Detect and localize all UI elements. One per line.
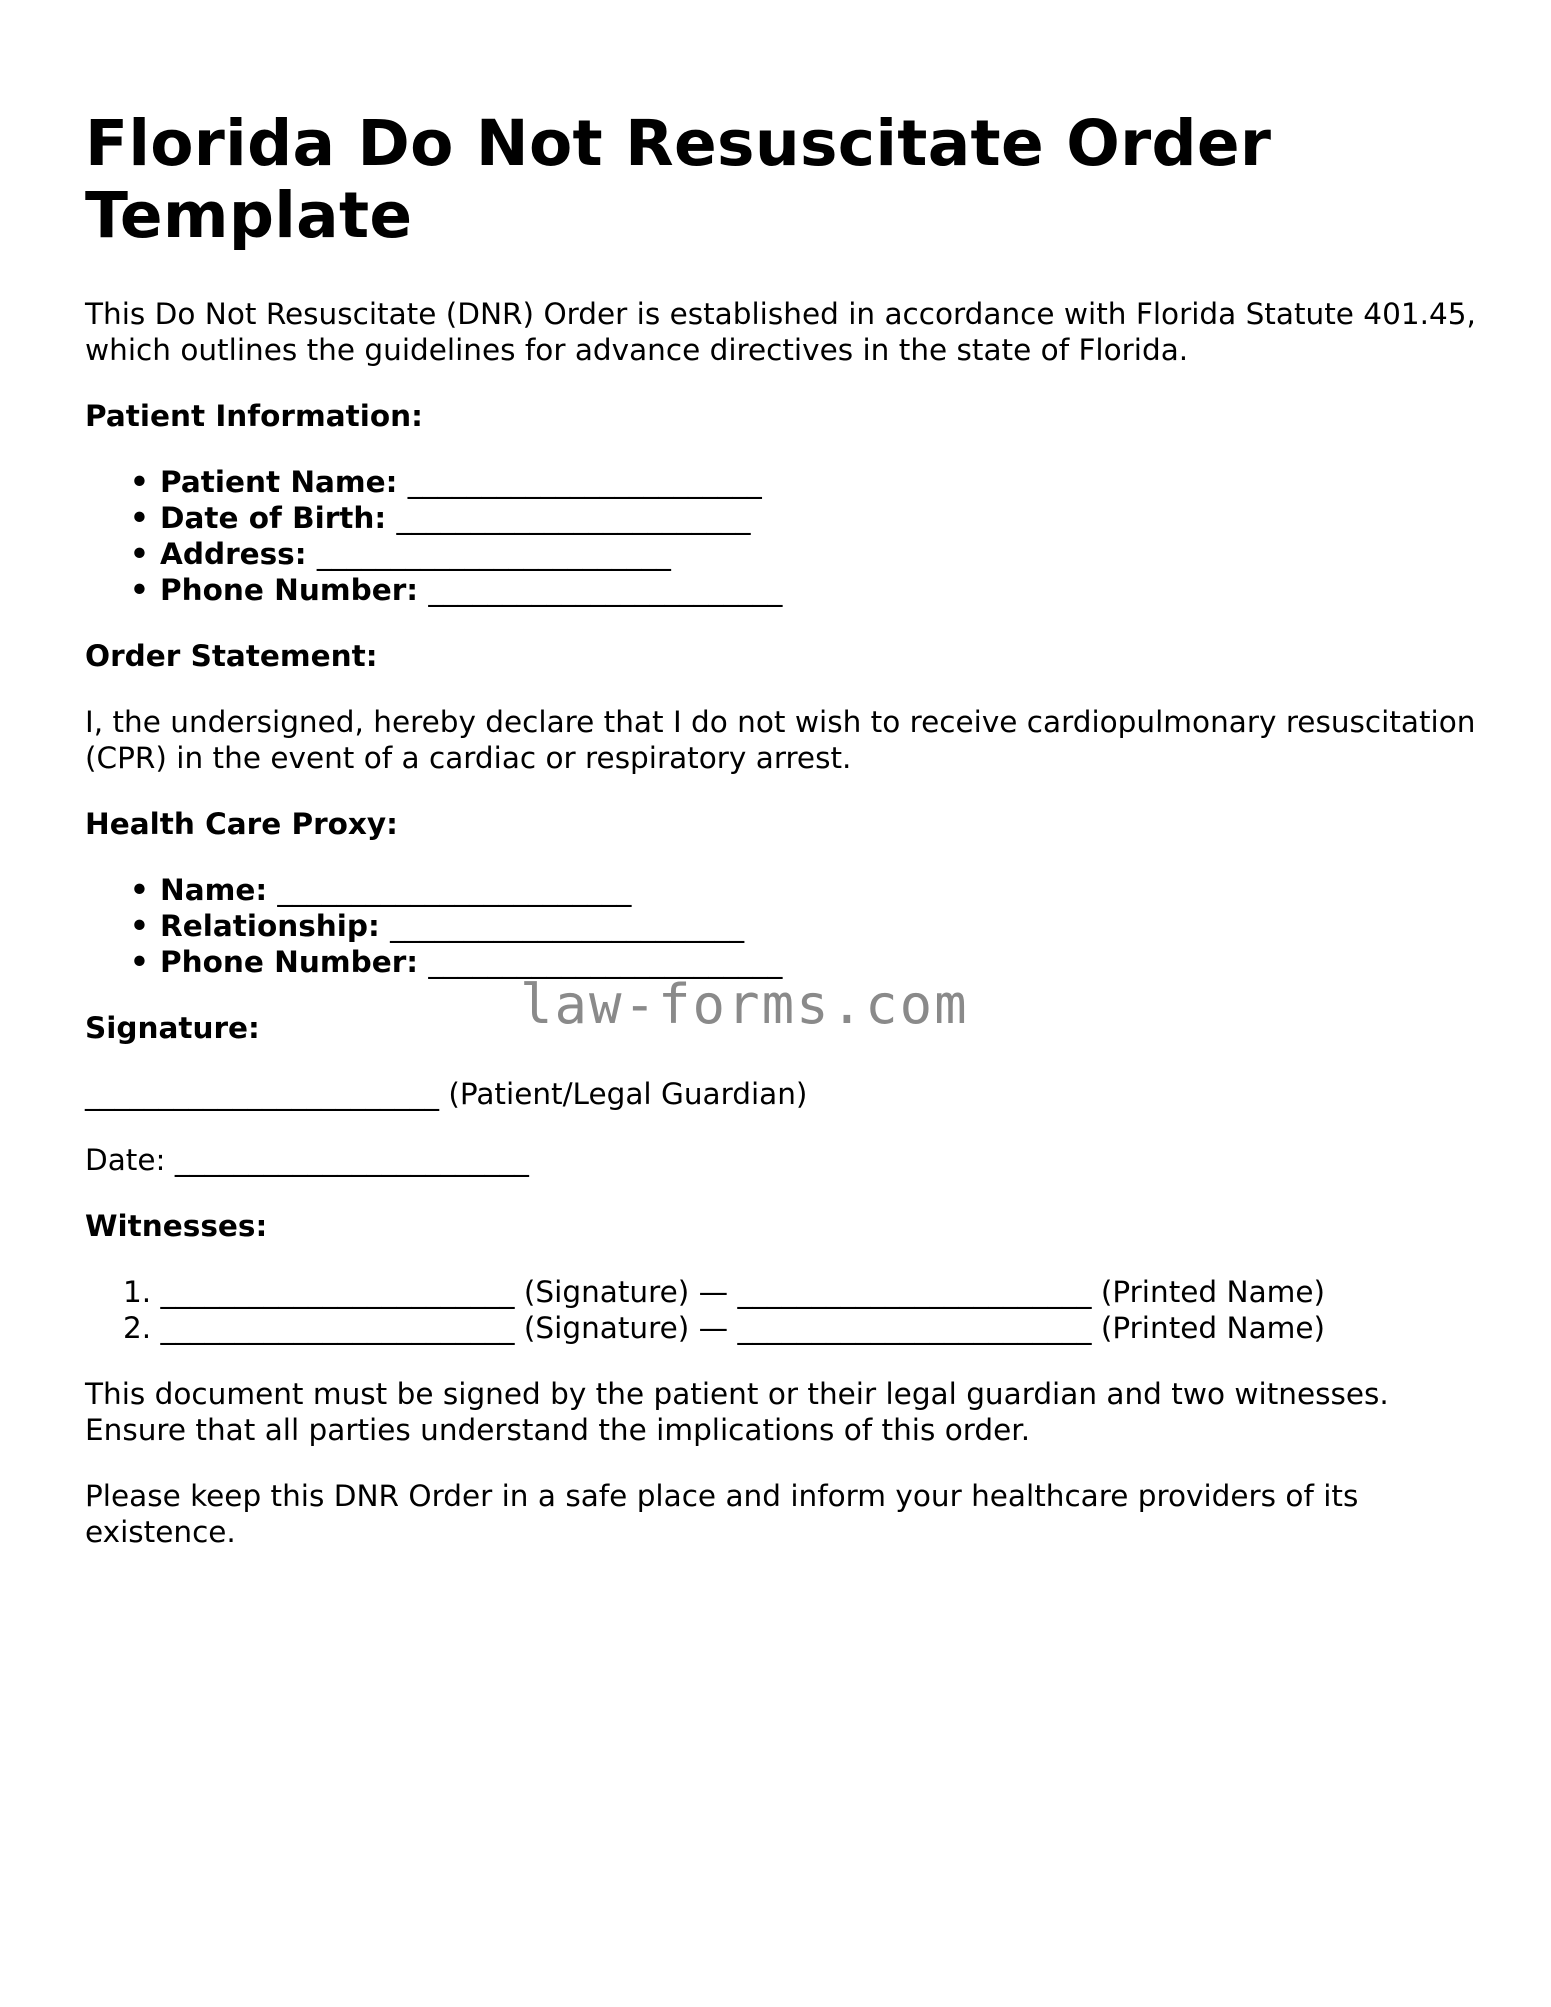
- list-item: [130, 908, 1485, 944]
- field-label: Relationship:: [160, 909, 380, 943]
- closing-paragraph-2: Please keep this DNR Order in a safe place and inform your healthcare providers of its existence.: [85, 1479, 1359, 1549]
- list-item: [123, 1274, 1485, 1310]
- order-statement-heading: Order Statement:: [85, 639, 378, 673]
- blank-line: ________________________: [407, 465, 762, 499]
- field-label: Patient Name:: [160, 465, 398, 499]
- witnesses-list: [85, 1274, 1485, 1346]
- proxy-heading: Health Care Proxy:: [85, 807, 398, 841]
- proxy-list: [85, 872, 1485, 980]
- bullet-icon: •: [130, 909, 149, 943]
- list-item: [130, 464, 1485, 500]
- intro-paragraph: This Do Not Resuscitate (DNR) Order is established in accordance with Florida Statute 401.45, which outlines the guidelines for advance directives in the state of Florida.: [85, 297, 1476, 367]
- patient-info-list: [85, 464, 1485, 608]
- signature-heading: Signature:: [85, 1011, 260, 1045]
- list-item: [130, 536, 1485, 572]
- blank-line: ________________________: [428, 573, 783, 607]
- bullet-icon: •: [130, 573, 149, 607]
- field-label: Name:: [160, 873, 268, 907]
- item-number: 2.: [123, 1311, 152, 1345]
- field-label: Date of Birth:: [160, 501, 387, 535]
- list-item: [123, 1310, 1485, 1346]
- order-statement-text: I, the undersigned, hereby declare that I do not wish to receive cardiopulmonary resuscitation (CPR) in the event of a cardiac or respiratory arrest.: [85, 705, 1476, 775]
- closing-paragraph-1: This document must be signed by the patient or their legal guardian and two witnesses. Ensure that all parties understand the implications of this order.: [85, 1377, 1389, 1447]
- item-number: 1.: [123, 1275, 152, 1309]
- blank-line: ________________________: [396, 501, 751, 535]
- list-item: [130, 500, 1485, 536]
- blank-line: ________________________: [428, 945, 783, 979]
- bullet-icon: •: [130, 945, 149, 979]
- field-label: Phone Number:: [160, 945, 419, 979]
- witness-line: ________________________ (Signature) — ________________________ (Printed Name): [160, 1275, 1326, 1309]
- field-label: Phone Number:: [160, 573, 419, 607]
- list-item: [130, 572, 1485, 608]
- witnesses-heading: Witnesses:: [85, 1209, 268, 1243]
- field-label: Address:: [160, 537, 307, 571]
- watermark: law-forms.com: [520, 973, 969, 1036]
- date-line: Date: ________________________: [85, 1143, 529, 1177]
- witness-line: ________________________ (Signature) — ________________________ (Printed Name): [160, 1311, 1326, 1345]
- bullet-icon: •: [130, 873, 149, 907]
- blank-line: ________________________: [277, 873, 632, 907]
- blank-line: ________________________: [316, 537, 671, 571]
- bullet-icon: •: [130, 465, 149, 499]
- patient-info-heading: Patient Information:: [85, 399, 423, 433]
- bullet-icon: •: [130, 537, 149, 571]
- signature-line: ________________________ (Patient/Legal Guardian): [85, 1077, 808, 1111]
- document-title: Florida Do Not Resuscitate Order Template: [85, 107, 1272, 252]
- bullet-icon: •: [130, 501, 149, 535]
- blank-line: ________________________: [390, 909, 745, 943]
- list-item: [130, 872, 1485, 908]
- document-page: [85, 108, 1485, 1580]
